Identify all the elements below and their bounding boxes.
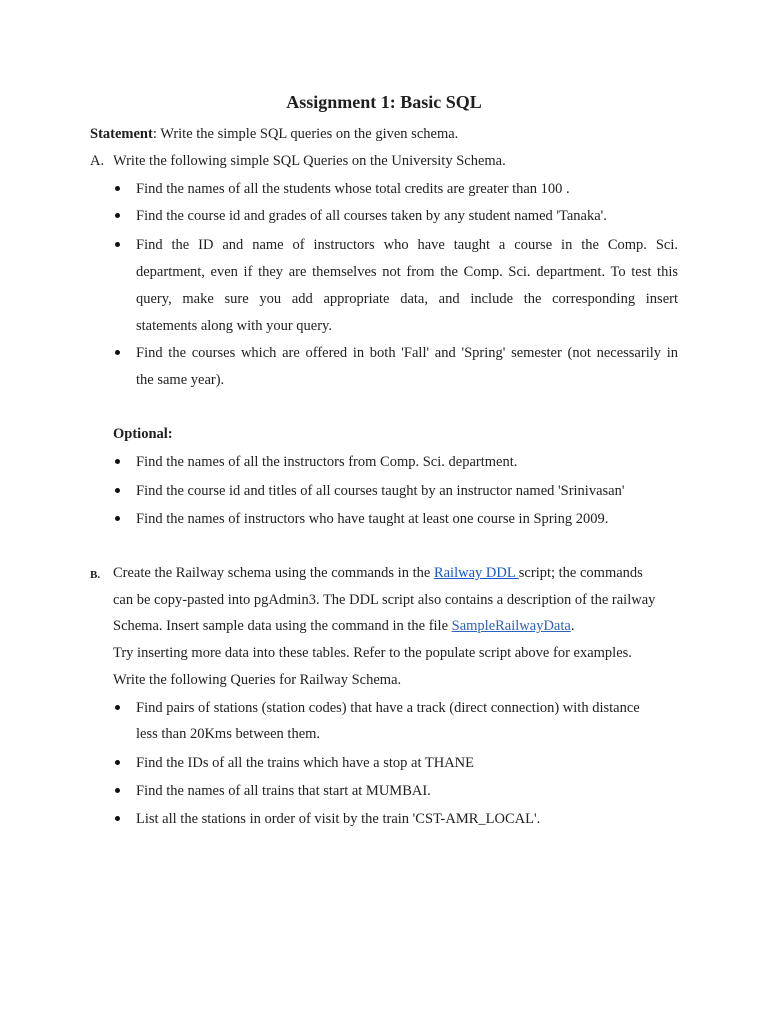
bullet-icon: [115, 760, 120, 765]
list-item-line: the same year).: [136, 372, 225, 388]
list-item: Find the names of instructors who have taught at least one course in Spring 2009.: [136, 511, 609, 527]
list-item: Find the names of all the students whose total credits are greater than 100 .: [136, 181, 570, 197]
bullet-icon: [115, 459, 120, 464]
statement-text: : Write the simple SQL queries on the given schema.: [152, 126, 459, 142]
section-b-line-5: Write the following Queries for Railway Schema.: [113, 672, 402, 688]
bullet-icon: [115, 488, 120, 493]
bullet-icon: [115, 350, 120, 355]
bullet-icon: [115, 242, 120, 247]
list-item-line: less than 20Kms between them.: [136, 726, 321, 742]
list-item: Find the names of all trains that start at MUMBAI.: [136, 783, 431, 799]
section-b-line-3: [113, 617, 574, 635]
railway-ddl-link[interactable]: Railway DDL: [433, 565, 519, 581]
section-b-text: Schema. Insert sample data using the command in the file: [113, 618, 452, 634]
list-item-line: Find pairs of stations (station codes) that have a track (direct connection) with distance: [136, 700, 640, 716]
list-item-line: department, even if they are themselves not from the Comp. Sci. department. To test this: [136, 264, 678, 280]
page-title: Assignment 1: Basic SQL: [286, 92, 482, 112]
list-item-line: query, make sure you add appropriate data, and include the corresponding insert: [136, 291, 678, 307]
list-item: Find the course id and titles of all courses taught by an instructor named 'Srinivasan': [136, 483, 625, 499]
section-b-text: Create the Railway schema using the commands in the: [113, 565, 434, 581]
bullet-icon: [115, 705, 120, 710]
list-item: List all the stations in order of visit by the train 'CST-AMR_LOCAL'.: [136, 811, 541, 827]
optional-heading: Optional:: [113, 426, 173, 442]
section-a-marker: A.: [90, 153, 105, 169]
section-b-marker: B.: [90, 569, 101, 581]
section-b-line-1: [113, 564, 643, 582]
bullet-icon: [115, 186, 120, 191]
list-item-line: statements along with your query.: [136, 318, 332, 334]
section-b-line-4: Try inserting more data into these tables. Refer to the populate script above for examples.: [113, 645, 632, 661]
list-item: Find the IDs of all the trains which have a stop at THANE: [136, 755, 474, 771]
section-b-line-2: can be copy-pasted into pgAdmin3. The DDL script also contains a description of the railway: [113, 592, 656, 608]
sample-railway-data-link[interactable]: SampleRailwayData: [451, 618, 571, 634]
section-a-intro: Write the following simple SQL Queries on the University Schema.: [113, 153, 506, 169]
bullet-icon: [115, 816, 120, 821]
bullet-icon: [115, 788, 120, 793]
list-item: Find the course id and grades of all courses taken by any student named 'Tanaka'.: [136, 208, 607, 224]
section-b-text: .: [570, 618, 575, 634]
bullet-icon: [115, 213, 120, 218]
list-item-line: Find the courses which are offered in both 'Fall' and 'Spring' semester (not necessarily in: [136, 345, 678, 361]
list-item-line: Find the ID and name of instructors who have taught a course in the Comp. Sci.: [136, 237, 678, 253]
list-item: Find the names of all the instructors from Comp. Sci. department.: [136, 454, 518, 470]
statement-line: [90, 125, 458, 143]
statement-label: Statement: [90, 126, 153, 142]
section-b-text: script; the commands: [518, 565, 643, 581]
bullet-icon: [115, 516, 120, 521]
